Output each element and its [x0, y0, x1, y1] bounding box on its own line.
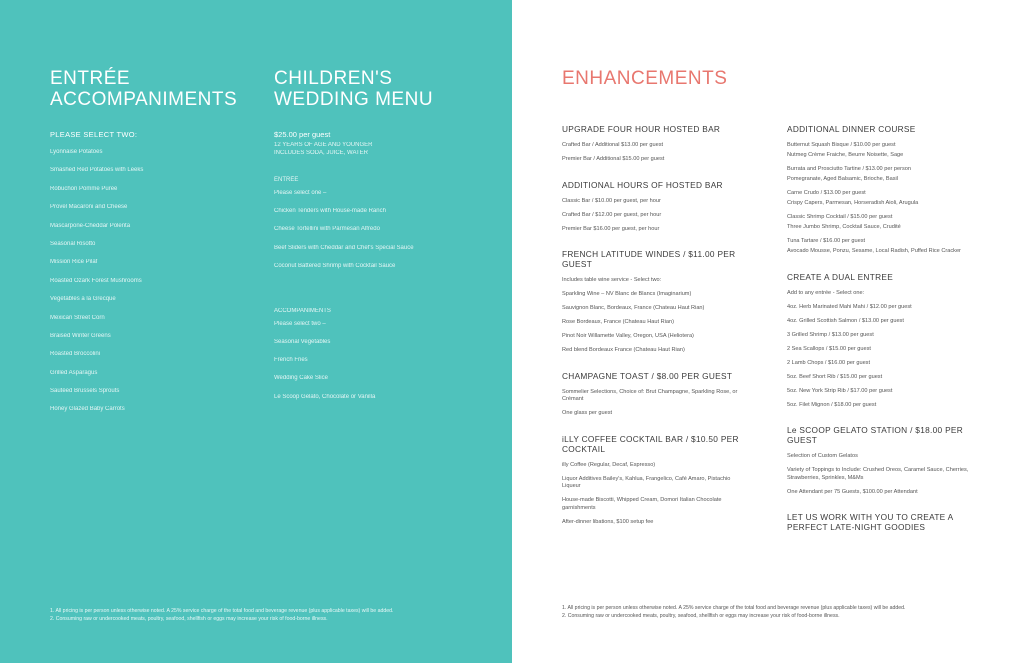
accompaniment-item: Robuchon Pomme Puree — [50, 185, 118, 192]
enhancement-line: Pomegranate, Aged Balsamic, Brioche, Basil — [787, 176, 899, 182]
accompaniment-item: Smashed Red Potatoes with Leeks — [50, 167, 144, 174]
enhancement-line: Sauvignon Blanc, Bordeaux, France (Chateau Haut Rian) — [562, 305, 705, 311]
children-entree-items — [274, 207, 494, 270]
enhancement-section-title: FRENCH LATITUDE WINDES / $11.00 PER GUEST — [562, 249, 736, 269]
enhancement-line: After-dinner libations, $100 setup fee — [562, 518, 654, 525]
enhancement-line: Add to any entrée - Select one: — [787, 289, 865, 296]
enhancements-column-1 — [562, 124, 742, 542]
right-panel — [512, 0, 1024, 663]
enhancement-line: Sommelier Selections, Choice of: Brut Champagne, Sparkling Rose, or Crémant — [562, 388, 738, 402]
accompaniments-title-line2: ACCOMPANIMENTS — [50, 89, 238, 110]
accompaniment-item: Provel Macaroni and Cheese — [50, 204, 128, 211]
children-entree-item: Chicken Tenders with House-made Ranch — [274, 208, 386, 214]
enhancement-line: Liquor Additives Bailey's, Kahlua, Frangelico, Café Amaro, Pistachio Liqueur — [562, 475, 731, 489]
left-footnotes — [50, 607, 500, 623]
enhancement-line: Crispy Capers, Parmesan, Horseradish Aioli, Arugula — [787, 200, 919, 206]
enhancement-section — [562, 124, 742, 164]
footnote-2: 2. Consuming raw or undercooked meats, poultry, seafood, shellfish or eggs may increase your risk of food-borne illness. — [562, 613, 840, 619]
enhancement-section-title: ADDITIONAL DINNER COURSE — [787, 124, 916, 134]
children-acc-select: Please select two – — [274, 320, 326, 327]
enhancement-section-title: UPGRADE FOUR HOUR HOSTED BAR — [562, 124, 721, 134]
enhancement-line: Carne Crudo / $13.00 per guest — [787, 190, 866, 196]
enhancement-line: Sparkling Wine – NV Blanc de Blancs (Imaginarium) — [562, 291, 692, 297]
children-age-line2: INCLUDES SODA, JUICE, WATER — [274, 150, 369, 156]
enhancement-line: Premier Bar / Additional $15.00 per guest — [562, 156, 665, 162]
accompaniment-item: Mexican Street Corn — [50, 314, 105, 321]
enhancement-line: 5oz. Beef Short Rib / $15.00 per guest — [787, 373, 883, 380]
enhancement-line: Classic Bar / $10.00 per guest, per hour — [562, 197, 661, 204]
children-entree-item: Cheese Tortellini with Parmesan Alfredo — [274, 226, 380, 233]
children-entree-item: Coconut Battered Shrimp with Cocktail Sauce — [274, 263, 396, 270]
enhancement-line: One Attendant per 75 Guests, $100.00 per Attendant — [787, 488, 918, 495]
children-age-line1: 12 YEARS OF AGE AND YOUNGER — [274, 142, 373, 148]
children-title-line2: WEDDING MENU — [274, 89, 434, 110]
accompaniment-item: Lyonnaise Potatoes — [50, 149, 103, 155]
accompaniment-item: Mission Rice Pilaf — [50, 259, 98, 266]
enhancement-section-title: iLLY COFFEE COCKTAIL BAR / $10.50 PER COCKTAIL — [562, 433, 739, 454]
enhancement-line: Selection of Custom Gelatos — [787, 453, 858, 459]
enhancement-line: 4oz. Herb Marinated Mahi Mahi / $12.00 per guest — [787, 303, 912, 310]
accompaniment-item: Roasted Broccolini — [50, 351, 101, 358]
enhancement-line: 3 Grilled Shrimp / $13.00 per guest — [787, 331, 874, 338]
enhancement-section-title: ADDITIONAL HOURS OF HOSTED BAR — [562, 179, 723, 190]
enhancement-section-title: Le SCOOP GELATO STATION / $18.00 PER GUEST — [787, 425, 964, 445]
children-entree-item: Beef Sliders with Cheddar and Chef's Special Sauce — [274, 244, 414, 251]
enhancement-line: Burrata and Prosciutto Tartine / $13.00 per person — [787, 166, 911, 172]
footnote-1: 1. All pricing is per person unless otherwise noted. A 25% service charge of the total food and beverage revenue (plus applicable taxes) will be added. — [50, 608, 394, 614]
enhancement-line: Premier Bar $16.00 per guest, per hour — [562, 225, 660, 232]
children-menu — [274, 130, 494, 411]
children-title-line1: CHILDREN'S — [274, 68, 393, 89]
right-footnotes — [562, 604, 1012, 620]
enhancements-title: ENHANCEMENTS — [562, 68, 728, 89]
footnote-1: 1. All pricing is per person unless otherwise noted. A 25% service charge of the total food and beverage revenue (plus applicable taxes) will be added. — [562, 605, 906, 611]
children-entree-label: ENTRÉE — [274, 177, 299, 183]
children-acc-item: Wedding Cake Slice — [274, 375, 328, 382]
children-menu-title — [274, 68, 433, 110]
accompaniment-item: Braised Winter Greens — [50, 332, 111, 339]
accompaniment-item: Mascarpone-Cheddar Polenta — [50, 222, 131, 229]
enhancement-line: Crafted Bar / $12.00 per guest, per hour — [562, 211, 662, 218]
children-acc-items — [274, 338, 494, 401]
enhancement-line: Crafted Bar / Additional $13.00 per guest — [562, 142, 664, 148]
footnote-2: 2. Consuming raw or undercooked meats, poultry, seafood, shellfish or eggs may increase your risk of food-borne illness. — [50, 616, 328, 622]
accompaniment-item: Seasonal Risotto — [50, 240, 96, 247]
enhancement-line: Pinot Noir Willamette Valley, Oregon, USA (Heliotera) — [562, 333, 694, 339]
accompaniment-item: Grilled Asparagus — [50, 369, 98, 376]
enhancement-line: 5oz. Filet Mignon / $18.00 per guest — [787, 401, 877, 408]
enhancement-line: 2 Lamb Chops / $16.00 per guest — [787, 359, 871, 366]
accompaniment-item: Roasted Ozark Forest Mushrooms — [50, 277, 142, 284]
children-acc-item: Seasonal Vegetables — [274, 338, 331, 345]
enhancement-line: Rose Bordeaux, France (Chateau Haut Rian) — [562, 319, 674, 325]
enhancement-line: Three Jumbo Shrimp, Cocktail Sauce, Crudité — [787, 224, 901, 230]
enhancement-section-title: CREATE A DUAL ENTREE — [787, 271, 894, 282]
accompaniments-title-line1: ENTRÉE — [50, 68, 131, 89]
enhancement-line: 4oz. Grilled Scottish Salmon / $13.00 per guest — [787, 317, 904, 324]
enhancements-column-2 — [787, 124, 972, 548]
children-acc-label: ACCOMPANIMENTS — [274, 307, 331, 314]
children-acc-item: French Fries — [274, 356, 308, 363]
accompaniment-item: Honey Glazed Baby Carrots — [50, 406, 125, 413]
enhancement-line: Nutmeg Crème Fraiche, Beurre Noisette, Sage — [787, 152, 904, 158]
children-entree-select: Please select one – — [274, 190, 327, 196]
enhancement-section — [562, 371, 742, 418]
enhancement-section — [787, 425, 972, 496]
enhancement-section — [562, 249, 742, 355]
accompaniments-subtitle: PLEASE SELECT TWO: — [50, 130, 138, 139]
enhancement-line: Butternut Squash Bisque / $10.00 per guest — [787, 142, 896, 148]
enhancement-line: Variety of Toppings to Include: Crushed Oreos, Caramel Sauce, Cherries, Strawberries, Sprinkles, M&Ms — [787, 467, 969, 481]
enhancement-section — [562, 180, 742, 234]
accompaniments-items — [50, 148, 250, 413]
enhancement-line: Avocado Mousse, Ponzu, Sesame, Local Radish, Puffed Rice Cracker — [787, 248, 961, 254]
enhancement-line: House-made Biscotti, Whipped Cream, Domori Italian Chocolate garnishments — [562, 497, 722, 511]
enhancement-section — [787, 512, 972, 532]
enhancement-section — [787, 272, 972, 410]
accompaniments-title — [50, 68, 237, 110]
enhancement-line: Red blend Bordeaux France (Chateau Haut Rian) — [562, 347, 685, 353]
accompaniments-list — [50, 130, 250, 424]
children-price: $25.00 per guest — [274, 130, 331, 139]
enhancement-section — [562, 434, 742, 527]
enhancement-section-title: LET US WORK WITH YOU TO CREATE A PERFECT LATE-NIGHT GOODIES — [787, 512, 954, 532]
enhancement-line: 5oz. New York Strip Rib / $17.00 per guest — [787, 387, 893, 394]
enhancement-line: Includes table wine service - Select two: — [562, 277, 662, 283]
accompaniment-item: Vegetables a la Grecque — [50, 296, 116, 303]
enhancement-line: illy Coffee (Regular, Decaf, Espresso) — [562, 461, 656, 468]
enhancement-line: 2 Sea Scallops / $15.00 per guest — [787, 345, 871, 352]
accompaniment-item: Sautéed Brussels Sprouts — [50, 388, 120, 395]
enhancement-section-title: CHAMPAGNE TOAST / $8.00 PER GUEST — [562, 370, 733, 381]
children-acc-item: Le Scoop Gelato, Chocolate or Vanilla — [274, 393, 376, 400]
enhancement-line: One glass per guest — [562, 410, 613, 416]
enhancement-line: Tuna Tartare / $16.00 per guest — [787, 238, 866, 244]
enhancement-line: Classic Shrimp Cocktail / $15.00 per guest — [787, 214, 893, 220]
enhancement-section — [787, 124, 972, 256]
